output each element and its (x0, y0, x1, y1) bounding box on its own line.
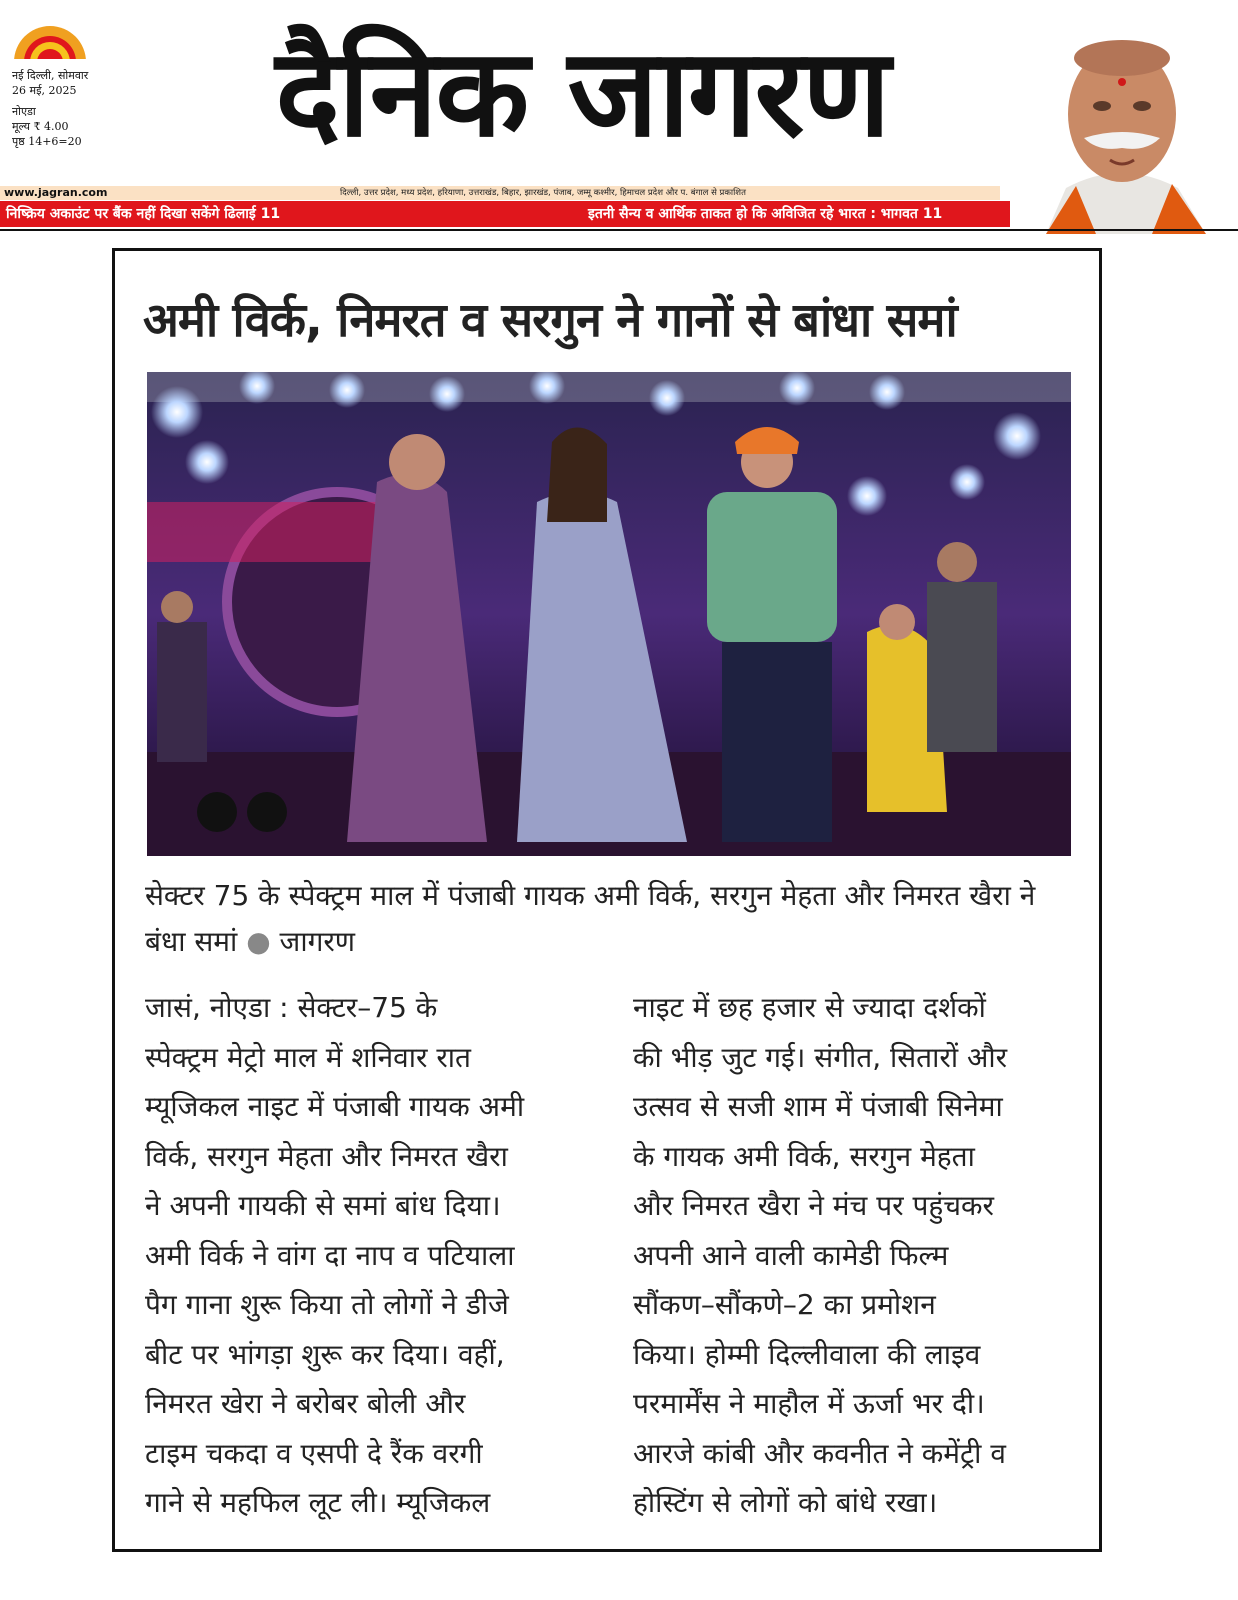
photo-caption (145, 873, 1075, 965)
masthead (0, 0, 1238, 236)
body-line: निमरत खेरा ने बरोबर बोली और (145, 1387, 466, 1420)
body-line: होस्टिंग से लोगों को बांधे रखा। (633, 1486, 938, 1519)
body-line: उत्सव से सजी शाम में पंजाबी सिनेमा (633, 1090, 1003, 1123)
leader-portrait-image (1006, 18, 1238, 234)
article-column-right (633, 983, 1073, 1528)
body-line: परमार्मेंस ने माहौल में ऊर्जा भर दी। (633, 1387, 985, 1420)
body-line: टाइम चकदा व एसपी दे रैंक वरगी (145, 1436, 483, 1470)
body-line: म्यूजिकल नाइट में पंजाबी गायक अमी (145, 1090, 525, 1123)
caption-credit: जागरण (279, 925, 356, 958)
price: मूल्य ₹ 4.00 (12, 120, 69, 133)
website-link[interactable]: www.jagran.com (4, 186, 108, 199)
body-line: की भीड़ जुट गई। संगीत, सितारों और (633, 1040, 1008, 1074)
concert-stage-photo (147, 372, 1071, 856)
masthead-divider (0, 229, 1238, 231)
news-article (112, 248, 1102, 1552)
ticker-item-left[interactable]: निष्क्रिय अकाउंट पर बैंक नहीं दिखा सकेंगे ढिलाई 11 (6, 206, 281, 222)
edition-name: नोएडा (12, 105, 36, 118)
city-day: नई दिल्ली, सोमवार (12, 69, 89, 82)
published-regions: दिल्ली, उत्तर प्रदेश, मध्य प्रदेश, हरियाणा, उत्तराखंड, बिहार, झारखंड, पंजाब, जम्मू कश्मीर, हिमाचल प्रदेश और प. बंगाल से प्रकाशित (340, 188, 746, 198)
body-line: जासं, नोएडा : सेक्टर–75 के (145, 991, 438, 1024)
info-strip (0, 186, 1000, 200)
body-line: सौंकण–सौंकणे–2 का प्रमोशन (633, 1288, 936, 1321)
article-column-left (145, 983, 585, 1528)
body-line: नाइट में छह हजार से ज्यादा दर्शकों (633, 991, 986, 1024)
body-line: अमी विर्क ने वांग दा नाप व पटियाला (145, 1238, 515, 1272)
body-line: स्पेक्ट्रम मेट्रो माल में शनिवार रात (145, 1040, 472, 1074)
body-line: और निमरत खैरा ने मंच पर पहुंचकर (633, 1189, 994, 1222)
issue-date: 26 मई, 2025 (12, 84, 77, 97)
page-count: पृष्ठ 14+6=20 (12, 135, 82, 148)
headline-ticker-bar (0, 201, 1010, 227)
body-line: अपनी आने वाली कामेडी फिल्म (633, 1238, 949, 1272)
body-line: किया। होम्मी दिल्लीवाला की लाइव (633, 1337, 981, 1371)
body-line: विर्क, सरगुन मेहता और निमरत खैरा (145, 1139, 508, 1173)
body-line: के गायक अमी विर्क, सरगुन मेहता (633, 1139, 975, 1173)
body-line: पैग गाना शुरू किया तो लोगों ने डीजे (145, 1288, 509, 1321)
edition-info (12, 68, 88, 149)
newspaper-title: दैनिक जागरण (275, 22, 889, 164)
body-line: गाने से महफिल लूट ली। म्यूजिकल (145, 1486, 491, 1519)
body-line: ने अपनी गायकी से समां बांध दिया। (145, 1189, 501, 1222)
rising-sun-logo-icon (10, 18, 90, 64)
body-line: आरजे कांबी और कवनीत ने कमेंट्री व (633, 1436, 1006, 1470)
caption-text: सेक्टर 75 के स्पेक्ट्रम माल में पंजाबी गायक अमी विर्क, सरगुन मेहता और निमरत खैरा ने बंधा समां (145, 879, 1036, 958)
body-line: बीट पर भांगड़ा शुरू कर दिया। वहीं, (145, 1337, 505, 1371)
article-headline: अमी विर्क, निमरत व सरगुन ने गानों से बांधा समां (143, 293, 957, 348)
ticker-item-right[interactable]: इतनी सैन्य व आर्थिक ताकत हो कि अविजित रहे भारत : भागवत 11 (588, 206, 943, 222)
credit-bullet-icon: ● (246, 925, 271, 958)
